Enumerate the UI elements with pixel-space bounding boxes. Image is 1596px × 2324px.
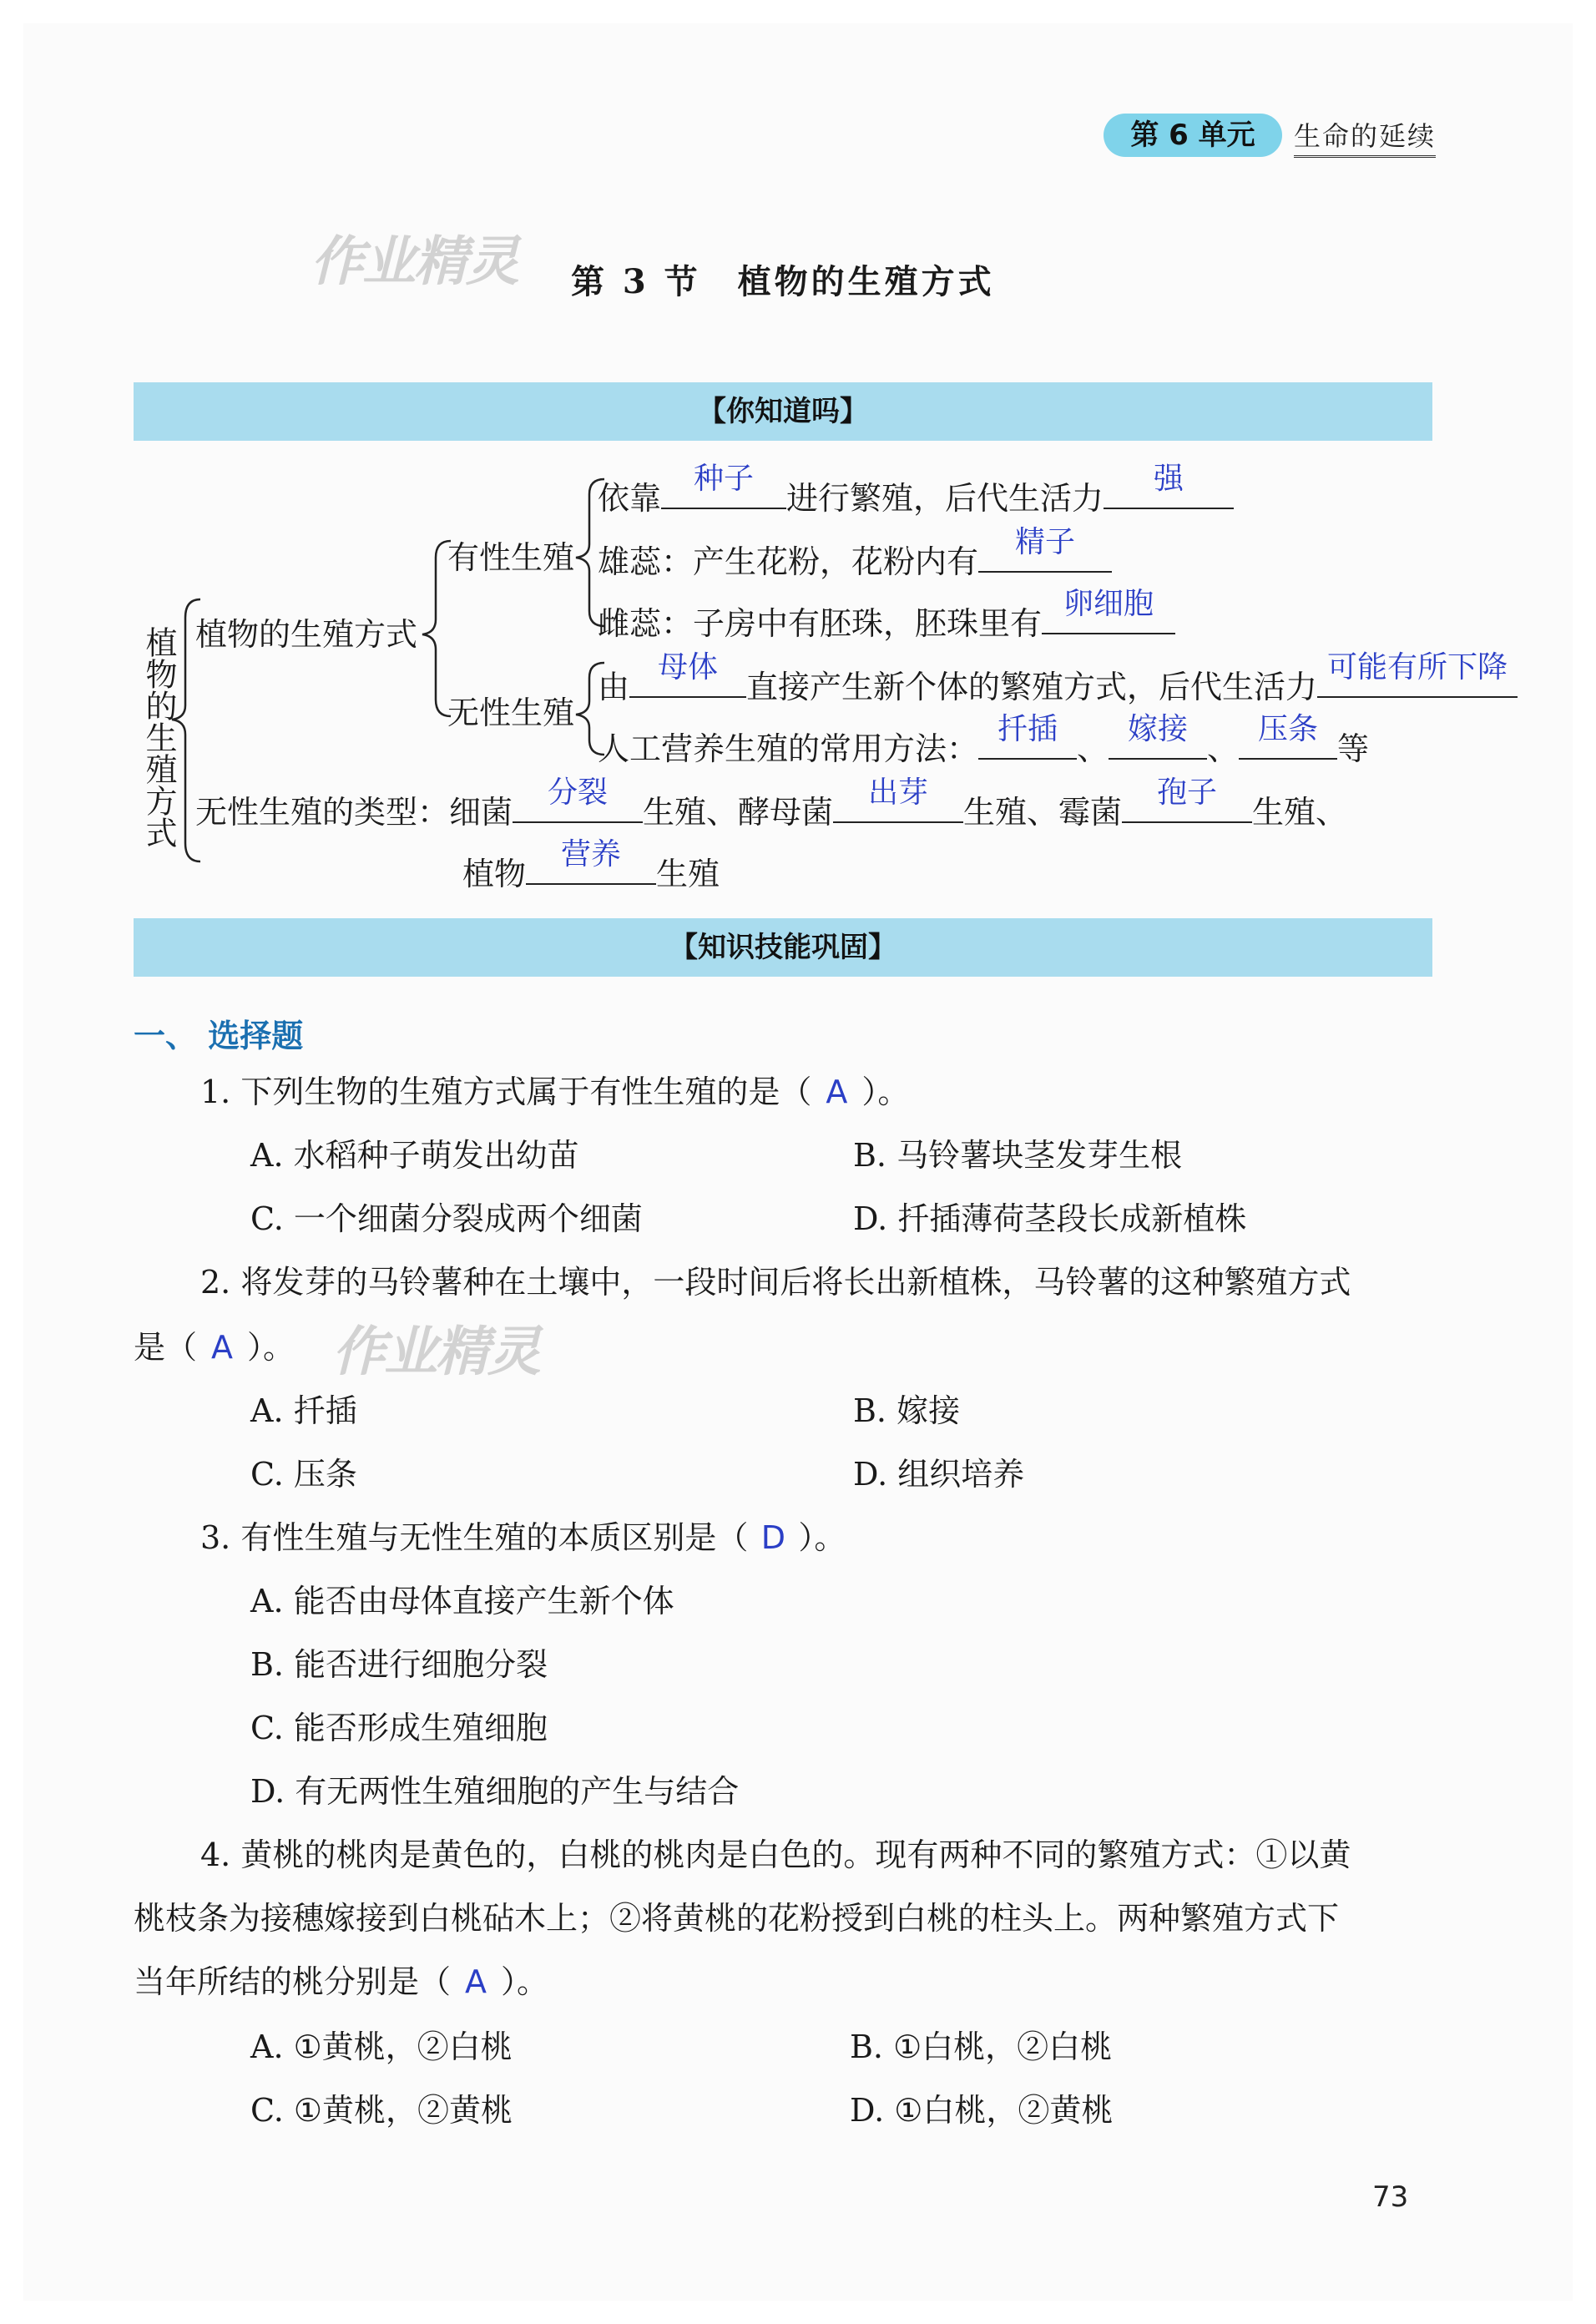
- q1-option-d: D. 扦插薄荷茎段长成新植株: [853, 1200, 1247, 1237]
- sexual-line-3: 雌蕊：子房中有胚珠，胚珠里有 卵细胞: [598, 599, 1175, 644]
- blank: 营养: [526, 850, 656, 885]
- blank: 卵细胞: [1042, 599, 1175, 634]
- unit-badge: 第 6 单元: [1104, 114, 1282, 157]
- q4-option-a: A. ①黄桃，②白桃: [250, 2028, 513, 2065]
- question-2-stem: 2. 将发芽的马铃薯种在土壤中，一段时间后将长出新植株，马铃薯的这种繁殖方式: [200, 1264, 1351, 1301]
- question-4-stem: 4. 黄桃的桃肉是黄色的，白桃的桃肉是白色的。现有两种不同的繁殖方式：①以黄: [200, 1836, 1351, 1873]
- q2-option-b: B. 嫁接: [853, 1392, 961, 1429]
- q3-option-c: C. 能否形成生殖细胞: [250, 1710, 548, 1746]
- q1-option-c: C. 一个细菌分裂成两个细菌: [250, 1200, 643, 1237]
- blank: 种子: [661, 474, 786, 509]
- watermark-2: 作业精灵: [332, 1321, 539, 1383]
- question-2-stem-cont: 是（ A ）。: [134, 1329, 295, 1366]
- q4-option-c: C. ①黄桃，②黄桃: [250, 2092, 513, 2129]
- q1-option-a: A. 水稻种子萌发出幼苗: [250, 1137, 579, 1174]
- section-heading-choice: 一、 选择题: [134, 1018, 304, 1054]
- know-banner: 【你知道吗】: [134, 382, 1432, 441]
- blank: 分裂: [513, 788, 643, 823]
- blank: 孢子: [1122, 788, 1252, 823]
- asexual-label: 无性生殖: [447, 695, 575, 731]
- q2-option-c: C. 压条: [250, 1456, 357, 1493]
- sexual-line-1: 依靠 种子 进行繁殖，后代生活力 强: [598, 474, 1234, 518]
- q4-option-d: D. ①白桃，②黄桃: [850, 2092, 1114, 2129]
- answer-mark: D: [760, 1519, 785, 1556]
- asexual-line-2: 人工营养生殖的常用方法： 扦插 、 嫁接 、 压条 等: [598, 712, 1370, 767]
- q3-option-d: D. 有无两性生殖细胞的产生与结合: [250, 1773, 740, 1810]
- q3-option-a: A. 能否由母体直接产生新个体: [250, 1583, 674, 1619]
- tree-branch-label: 植物的生殖方式: [195, 616, 418, 653]
- skills-banner: 【知识技能巩固】: [134, 918, 1432, 977]
- answer-mark: A: [465, 1963, 487, 2000]
- q2-option-a: A. 扦插: [250, 1392, 357, 1429]
- watermark: 作业精灵: [311, 231, 518, 293]
- sexual-line-2: 雄蕊：产生花粉，花粉内有 精子: [598, 538, 1112, 582]
- q4-option-b: B. ①白桃，②白桃: [850, 2028, 1113, 2065]
- q2-option-d: D. 组织培养: [853, 1456, 1025, 1493]
- question-3-stem: 3. 有性生殖与无性生殖的本质区别是（ D ）。: [200, 1519, 846, 1556]
- blank: 可能有所下降: [1317, 663, 1518, 698]
- blank: 压条: [1239, 725, 1337, 760]
- page-number: 73: [1372, 2180, 1409, 2214]
- answer-mark: A: [826, 1074, 848, 1110]
- answer-mark: A: [211, 1329, 234, 1366]
- blank: 嫁接: [1109, 725, 1207, 760]
- section-title: 第 3 节 植物的生殖方式: [571, 262, 995, 301]
- types-line-2: 植物 营养 生殖: [462, 837, 720, 892]
- q3-option-b: B. 能否进行细胞分裂: [250, 1646, 548, 1683]
- unit-title: 生命的延续: [1294, 115, 1436, 158]
- blank: 母体: [629, 663, 746, 698]
- asexual-line-1: 由 母体 直接产生新个体的繁殖方式，后代生活力 可能有所下降: [598, 663, 1518, 707]
- blank: 精子: [978, 538, 1112, 573]
- blank: 强: [1104, 474, 1234, 509]
- tree-braces: [0, 0, 1596, 918]
- types-line-1: 无性生殖的类型：细菌 分裂 生殖、酵母菌 出芽 生殖、霉菌 孢子 生殖、: [195, 776, 1348, 831]
- q1-option-b: B. 马铃薯块茎发芽生根: [853, 1137, 1183, 1174]
- question-4-stem-2: 桃枝条为接穗嫁接到白桃砧木上；②将黄桃的花粉授到白桃的柱头上。两种繁殖方式下: [134, 1900, 1340, 1937]
- tree-root-text: 植物的生殖方式: [140, 626, 177, 848]
- question-1-stem: 1. 下列生物的生殖方式属于有性生殖的是（ A ）。: [200, 1074, 910, 1110]
- question-4-stem-3: 当年所结的桃分别是（ A ）。: [134, 1963, 549, 2000]
- blank: 扦插: [978, 725, 1077, 760]
- blank: 出芽: [833, 788, 963, 823]
- sexual-label: 有性生殖: [447, 539, 575, 576]
